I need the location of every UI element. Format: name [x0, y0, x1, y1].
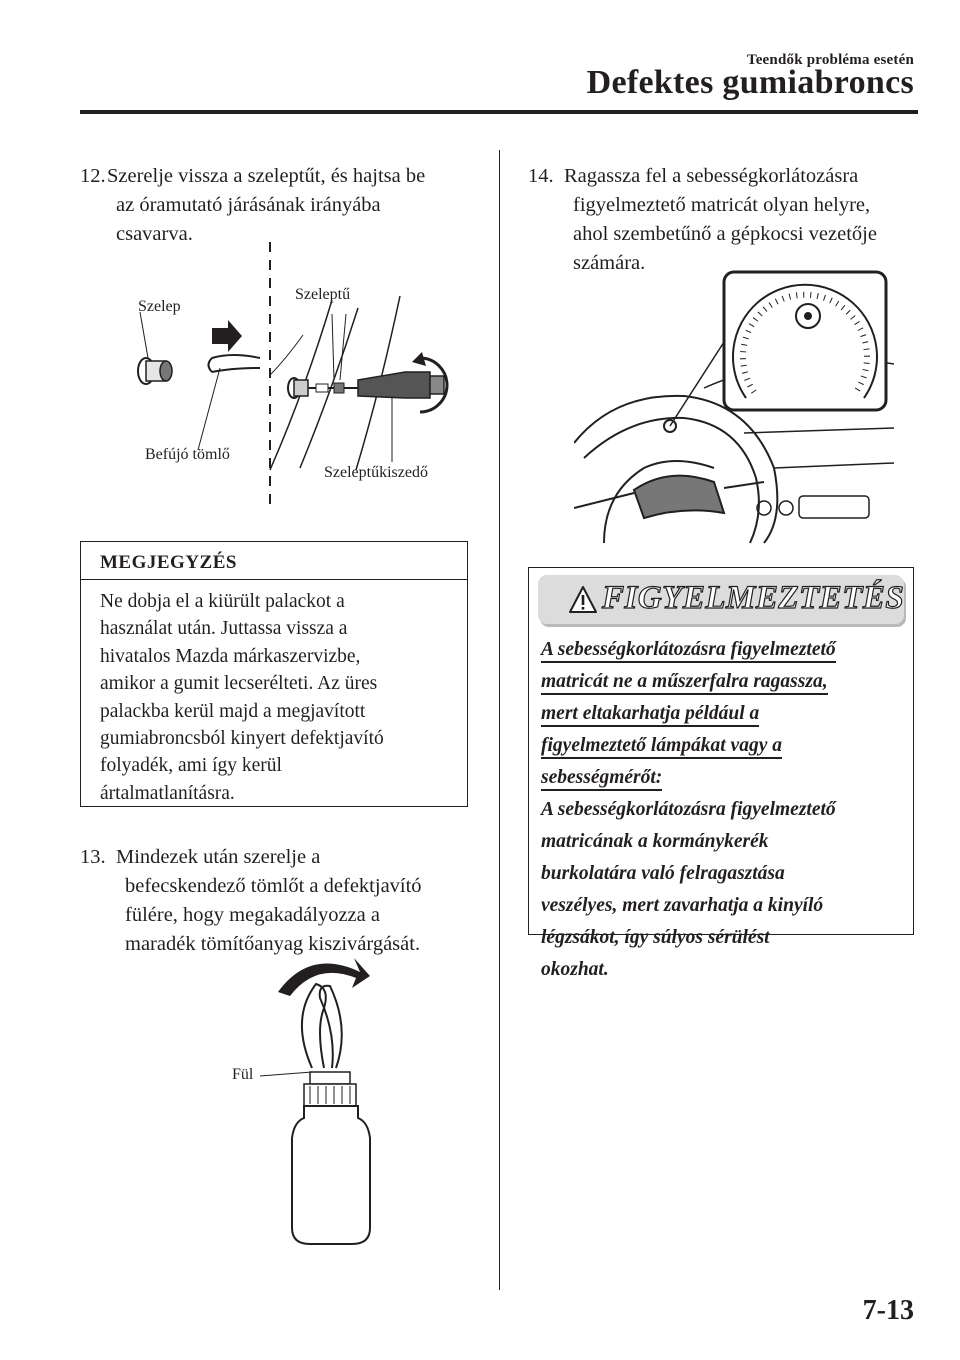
- note-heading: MEGJEGYZÉS: [81, 542, 467, 580]
- warning-line-underlined: A sebességkorlátozásra figyelmeztető: [541, 639, 836, 663]
- warning-box: [528, 567, 914, 980]
- note-line: palackba kerül majd a megjavított: [100, 700, 366, 722]
- step-line: Szerelje vissza a szeleptűt, és hajtsa be: [107, 165, 426, 187]
- note-line: folyadék, ami így kerül: [100, 755, 282, 777]
- note-line: Ne dobja el a kiürült palackot a: [100, 591, 345, 612]
- step-number: 12.: [80, 165, 106, 187]
- dashboard-figure: [574, 268, 894, 548]
- header-rule: [80, 110, 918, 114]
- step-12: [80, 162, 480, 249]
- page-title: Defektes gumiabroncs: [586, 64, 914, 101]
- step-14: [528, 162, 928, 278]
- valve-figure: [120, 240, 480, 512]
- note-line: hivatalos Mazda márkaszervizbe,: [100, 645, 361, 667]
- note-box: [80, 541, 468, 807]
- note-line: gumiabroncsból kinyert defektjavító: [100, 728, 384, 750]
- step-13: [80, 843, 480, 959]
- step-number: 14.: [528, 165, 554, 187]
- label-tab: Fül: [232, 1066, 254, 1083]
- note-body: [81, 580, 467, 807]
- sealant-bottle-illustration: [220, 948, 400, 1248]
- step-line: Mindezek után szerelje a: [116, 846, 321, 868]
- label-inflation-hose: Befújó tömlő: [145, 446, 230, 463]
- valve-shape: [138, 358, 172, 384]
- warning-line: okozhat.: [541, 959, 609, 980]
- warning-line-underlined: matricát ne a műszerfalra ragassza,: [541, 671, 828, 695]
- label-valve: Szelep: [138, 298, 181, 315]
- page-number: 7-13: [862, 1295, 914, 1326]
- step-line: csavarva.: [116, 223, 193, 245]
- step-line: számára.: [573, 252, 646, 274]
- note-line: amikor a gumit lecserélteti. Az üres: [100, 673, 378, 695]
- step-line: maradék tömítőanyag kiszivárgását.: [125, 933, 421, 955]
- label-valve-core: Szeleptű: [295, 286, 351, 303]
- warning-line-underlined: sebességmérőt:: [541, 767, 662, 791]
- warning-header: [538, 575, 904, 624]
- callout-frame: [724, 272, 886, 410]
- step-line: fülére, hogy megakadályozza a: [125, 904, 380, 926]
- warning-title: FIGYELMEZTETÉS: [602, 580, 905, 616]
- direction-arrow: [212, 320, 242, 352]
- note-line: használat után. Juttassa vissza a: [100, 618, 348, 640]
- warning-line: matricának a kormánykerék: [541, 831, 769, 852]
- warning-line-underlined: mert eltakarhatja például a: [541, 703, 759, 727]
- step-line: figyelmeztető matricát olyan helyre,: [573, 194, 871, 216]
- step-line: Ragassza fel a sebességkorlátozásra: [564, 165, 859, 187]
- step-line: befecskendező tömlőt a defektjavító: [125, 875, 422, 897]
- step-line: az óramutató járásának irányába: [116, 194, 381, 216]
- warning-line: veszélyes, mert zavarhatja a kinyíló: [541, 895, 824, 916]
- step-line: ahol szembetűnő a gépkocsi vezetője: [573, 223, 877, 245]
- warning-icon: [568, 585, 598, 615]
- dashboard-illustration: [574, 268, 894, 548]
- warning-body: [541, 634, 901, 986]
- warning-line: légzsákot, így súlyos sérülést: [541, 927, 770, 948]
- column-divider: [499, 150, 500, 1290]
- step-number: 13.: [80, 846, 106, 868]
- label-valve-core-remover: Szeleptűkiszedő: [324, 464, 428, 481]
- section-subtitle: Teendők probléma esetén: [746, 52, 914, 68]
- bottle-figure: [220, 948, 400, 1248]
- warning-line: A sebességkorlátozásra figyelmeztető: [541, 799, 836, 820]
- warning-line: burkolatára való felragasztása: [541, 863, 785, 884]
- note-line: ártalmatlanításra.: [100, 782, 235, 804]
- warning-line-underlined: figyelmeztető lámpákat vagy a: [541, 735, 782, 759]
